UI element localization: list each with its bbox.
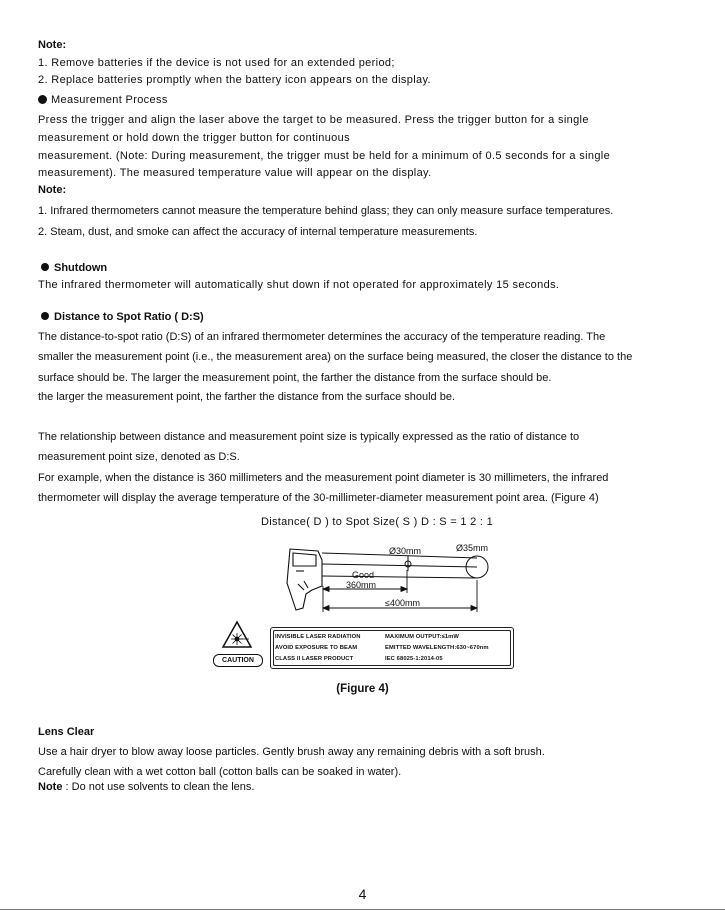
note-label: Note — [38, 781, 63, 793]
note-item: 1. Infrared thermometers cannot measure the temperature behind glass; they can only measure surface temperatures. — [38, 205, 614, 217]
caution-badge: CAUTION — [213, 654, 263, 667]
laser-label-text: IEC 68025-1:2014-05 — [385, 656, 443, 662]
note-item: 2. Steam, dust, and smoke can affect the accuracy of internal temperature measurements. — [38, 226, 478, 238]
note-item: 1. Remove batteries if the device is not used for an extended period; — [38, 57, 395, 69]
note-item: 2. Replace batteries promptly when the battery icon appears on the display. — [38, 74, 431, 86]
laser-label-text: MAXIMUM OUTPUT:≤1mW — [385, 634, 459, 640]
paragraph-line: thermometer will display the average temperature of the 30-millimeter-diameter measurement point area. (Figure 4) — [38, 492, 599, 504]
footer-rule — [0, 909, 725, 910]
thermometer-icon — [287, 549, 322, 610]
note-text: : Do not use solvents to clean the lens. — [62, 781, 255, 793]
note-heading: Note: — [38, 184, 67, 196]
paragraph-line: measurement). The measured temperature value will appear on the display. — [38, 167, 432, 179]
paragraph-line: Carefully clean with a wet cotton ball (cotton balls can be soaked in water). — [38, 766, 402, 778]
paragraph-line: The distance-to-spot ratio (D:S) of an infrared thermometer determines the accuracy of the temperature reading. The — [38, 331, 606, 343]
paragraph-line: the larger the measurement point, the farther the distance from the surface should be. — [38, 391, 456, 403]
paragraph-line: measurement. (Note: During measurement, the trigger must be held for a minimum of 0.5 seconds for a single — [38, 150, 611, 162]
figure-title: Distance( D ) to Spot Size( S ) D : S = 1 2 : 1 — [261, 516, 494, 528]
laser-label-text: INVISIBLE LASER RADIATION — [275, 634, 361, 640]
spot-large-label: Ø35mm — [456, 543, 489, 553]
laser-label-text: AVOID EXPOSURE TO BEAM — [275, 645, 358, 651]
paragraph-line: surface should be. The larger the measurement point, the farther the distance from the surface should be. — [38, 372, 552, 384]
laser-label-text: EMITTED WAVELENGTH:630~670nm — [385, 645, 489, 651]
paragraph-line: For example, when the distance is 360 millimeters and the measurement point diameter is 30 millimeters, the infrared — [38, 472, 609, 484]
paragraph-line: The relationship between distance and measurement point size is typically expressed as the ratio of distance to — [38, 431, 580, 443]
laser-beam — [322, 553, 488, 578]
page-number: 4 — [358, 886, 367, 902]
figure-caption: (Figure 4) — [336, 683, 389, 695]
paragraph-line: Press the trigger and align the laser above the target to be measured. Press the trigger button for a single — [38, 114, 589, 126]
paragraph-line: Use a hair dryer to blow away loose particles. Gently brush away any remaining debris with a soft brush. — [38, 746, 545, 758]
section-heading-lens: Lens Clear — [38, 726, 95, 738]
spot-small-label: Ø30mm — [389, 546, 422, 556]
paragraph-line: smaller the measurement point (i.e., the measurement area) on the surface being measured, the closer the distance to the — [38, 351, 633, 363]
good-distance-label: 360mm — [346, 580, 377, 590]
max-distance-label: ≤400mm — [385, 598, 420, 608]
note-heading: Note: — [38, 39, 67, 51]
heading-text: Measurement Process — [51, 94, 168, 106]
lens-note — [38, 780, 254, 794]
heading-text: Distance to Spot Ratio ( D:S) — [54, 311, 204, 323]
laser-warning-icon — [223, 622, 251, 647]
paragraph-line: measurement point size, denoted as D:S. — [38, 451, 240, 463]
heading-text: Shutdown — [54, 262, 108, 274]
paragraph-line: The infrared thermometer will automatically shut down if not operated for approximately 15 seconds. — [38, 279, 560, 291]
good-label: Good — [352, 570, 375, 580]
paragraph-line: measurement or hold down the trigger button for continuous — [38, 132, 350, 144]
laser-label-text: CLASS II LASER PRODUCT — [275, 656, 354, 662]
